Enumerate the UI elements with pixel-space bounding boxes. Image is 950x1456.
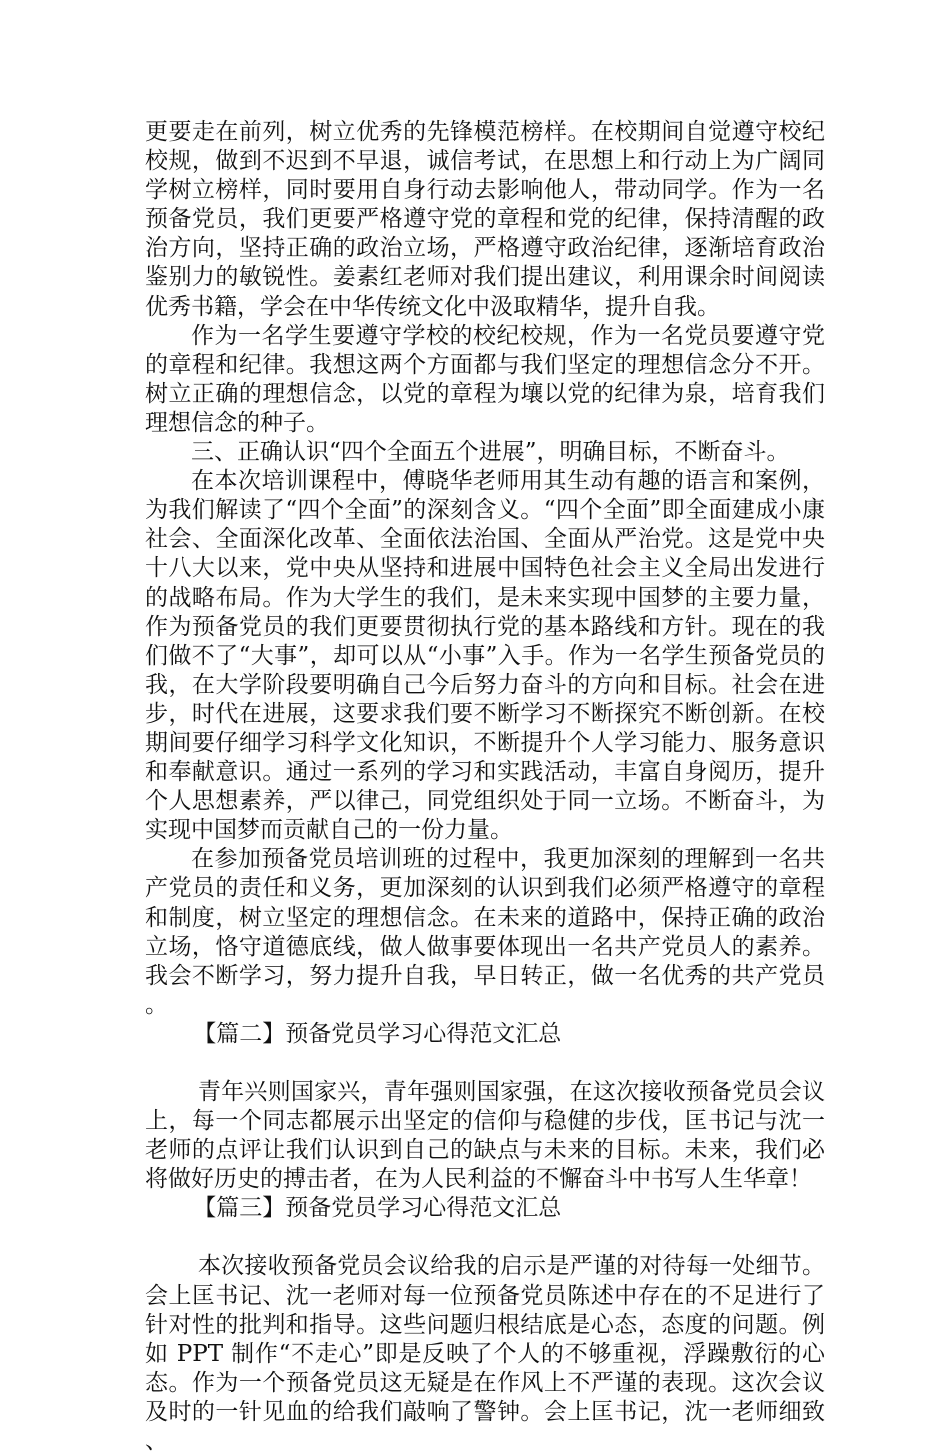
spacer — [145, 1223, 825, 1252]
paragraph-5: 青年兴则国家兴，青年强则国家强，在这次接收预备党员会议上，每一个同志都展示出坚定的信仰与稳健的步伐，匡书记与沈一老师的点评让我们认识到自己的缺点与未来的目标。未来，我们必将做好历史的搏击者，在为人民利益的不懈奋斗中书写人生华章！ — [145, 1079, 825, 1193]
paragraph-3: 在本次培训课程中，傅晓华老师用其生动有趣的语言和案例，为我们解读了“四个全面”的深刻含义。“四个全面”即全面建成小康社会、全面深化改革、全面依法治国、全面从严治党。这是党中央十八大以来，党中央从坚持和进展中国特色社会主义全局出发进行的战略布局。作为大学生的我们，是未来实现中国梦的主要力量，作为预备党员的我们更要贯彻执行党的基本路线和方针。现在的我们做不了“大事”，却可以从“小事”入手。作为一名学生预备党员的我，在大学阶段要明确自己今后努力奋斗的方向和目标。社会在进步，时代在进展，这要求我们要不断学习不断探究不断创新。在校期间要仔细学习科学文化知识，不断提升个人学习能力、服务意识和奉献意识。通过一系列的学习和实践活动，丰富自身阅历，提升个人思想素养，严以律己，同党组织处于同一立场。不断奋斗，为实现中国梦而贡献自己的一份力量。 — [145, 468, 825, 844]
section-heading-3: 三、正确认识“四个全面五个进展”，明确目标，不断奋斗。 — [191, 439, 790, 466]
paragraph-6: 本次接收预备党员会议给我的启示是严谨的对待每一处细节。会上匡书记、沈一老师对每一位预备党员陈述中存在的不足进行了针对性的批判和指导。这些问题归根结底是心态，态度的问题。例如 PPT 制作“不走心”即是反映了个人的不够重视，浮躁敷衍的心态。作为一个预备党员这无疑是在作风上不严谨的表现。这次会议及时的一针见血的给我们敲响了警钟。会上匡书记，沈一老师细致、 — [145, 1253, 825, 1455]
document-page — [145, 118, 825, 1456]
chapter-title-2: 【篇二】预备党员学习心得范文汇总 — [193, 1020, 562, 1047]
spacer — [145, 1049, 825, 1078]
paragraph-1: 更要走在前列，树立优秀的先锋模范榜样。在校期间自觉遵守校纪校规，做到不迟到不早退，诚信考试，在思想上和行动上为广阔同学树立榜样，同时要用自身行动去影响他人，带动同学。作为一名预备党员，我们更要严格遵守党的章程和党的纪律，保持清醒的政治方向，坚持正确的政治立场，严格遵守政治纪律，逐渐培育政治鉴别力的敏锐性。姜素红老师对我们提出建议，利用课余时间阅读优秀书籍，学会在中华传统文化中汲取精华，提升自我。 — [145, 119, 825, 320]
paragraph-2: 作为一名学生要遵守学校的校纪校规，作为一名党员要遵守党的章程和纪律。我想这两个方面都与我们坚定的理想信念分不开。树立正确的理想信念，以党的章程为壤以党的纪律为泉，培育我们理想信念的种子。 — [145, 322, 825, 436]
paragraph-4: 在参加预备党员培训班的过程中，我更加深刻的理解到一名共产党员的责任和义务，更加深刻的认识到我们必须严格遵守的章程和制度，树立坚定的理想信念。在未来的道路中，保持正确的政治立场，恪守道德底线，做人做事要体现出一名共产党员人的素养。我会不断学习，努力提升自我，早日转正，做一名优秀的共产党员。 — [145, 846, 825, 1018]
chapter-title-3: 【篇三】预备党员学习心得范文汇总 — [193, 1195, 562, 1222]
